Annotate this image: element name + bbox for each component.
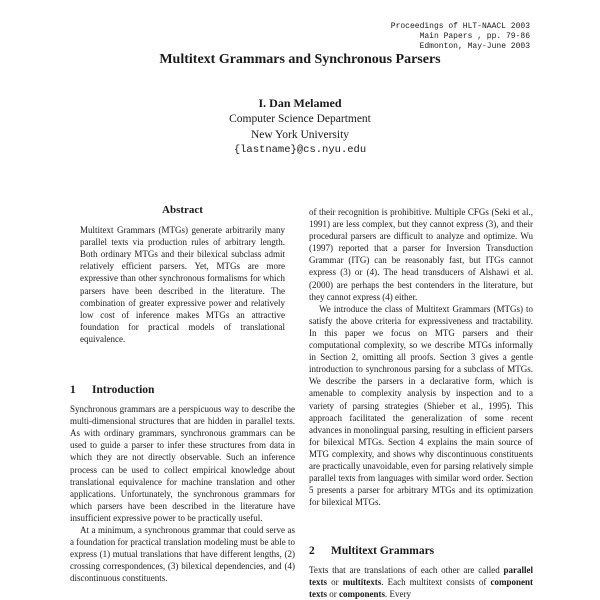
right-column-body [309,206,533,508]
text-span: or [327,577,343,588]
proceedings-line: Proceedings of HLT-NAACL 2003 [390,22,530,31]
term-parallel-texts: parallel texts [309,565,533,588]
section-2-paragraph [309,564,533,600]
abstract-text: Multitext Grammars (MTGs) generate arbitrarily many parallel texts via production rules of arbitrary length. Both ordinary MTGs and their bilexical subclass admit relatively efficient parsers. Yet, MTGs are more expressive than other synchronous formalisms for which parsers have been described in the literature. The combination of greater expressive power and relatively low cost of inference makes MTGs an attractive foundation for practical models of translational equivalence. [80,225,285,344]
author-department: Computer Science Department [229,113,371,125]
text-span: or [327,589,339,600]
location-line: Edmonton, May-June 2003 [419,42,530,51]
section-number: 2 [309,545,315,557]
abstract-heading: Abstract [162,204,203,216]
proceedings-header [380,22,530,52]
section-title: Introduction [92,384,155,396]
section-title: Multitext Grammars [331,545,435,557]
term-multitexts: multitexts [342,577,382,588]
text-span: Texts that are translations of each other are called [309,565,504,576]
author-block [0,95,600,157]
right-paragraph-2: We introduce the class of Multitext Grammars (MTGs) to satisfy the above criteria for expressiveness and tractability. In this paper we focus on MTG parsers and their computational complexity, so we describe MTGs informally in Section 2, omitting all proofs. Section 3 gives a gentle introduction to synchronous parsing for a subclass of MTGs. We describe the parsers in a declarative form, which is amenable to complexity analysis by inspection and to a variety of parsing strategies (Shieber et al., 1995). This approach facilitated the generalization of some recent advances in monolingual parsing, resulting in efficient parsers for bilexical MTGs. Section 4 explains the main source of MTG complexity, and shows why discontinuous constituents are practically unavoidable, even for parsing relatively simple parallel texts from languages with similar word order. Section 5 presents a parser for arbitrary MTGs and its optimization for bilexical MTGs. [309,303,533,508]
introduction-heading [70,384,295,396]
introduction-section [70,384,295,585]
pages-line: Main Papers , pp. 79-86 [419,32,530,41]
section-2-heading [309,545,533,557]
text-span: . Each multitext consists of [381,577,491,588]
right-paragraph-1: of their recognition is prohibitive. Multiple CFGs (Seki et al., 1991) are less complex, but they cannot express (3), and their procedural parsers are difficult to analyze and optimize. Wu (1997) reported that a parser for Inversion Transduction Grammar (ITG) can be reasonably fast, but ITGs cannot express (3) or (4). The head transducers of Alshawi et al. (2000) are perhaps the best contenders in the literature, but they cannot express (4) either. [309,207,533,302]
author-email: {lastname}@cs.nyu.edu [233,144,367,156]
text-span: . Every [385,589,412,600]
section-2 [309,545,533,600]
author-name: I. Dan Melamed [258,96,342,110]
abstract-section [70,204,295,345]
term-components: components [339,589,386,600]
term-component-texts: component texts [309,577,533,600]
intro-paragraph-1: Synchronous grammars are a perspicuous way to describe the multi-dimensional structures that are hidden in parallel texts. As with ordinary grammars, synchronous grammars can be used to guide a parser to infer these structures from data in which they are not directly observable. Such an inference process can be used to collect empirical knowledge about translational equivalence for machine translation and other applications. Unfortunately, the synchronous grammars for which parsers have been described in the literature have insufficient expressive power to be practically useful. [70,404,295,523]
section-number: 1 [70,384,76,396]
intro-paragraph-2: At a minimum, a synchronous grammar that could serve as a foundation for practical translation modeling must be able to express (1) mutual translations that have different lengths, (2) crossing correspondences, (3) bilexical dependencies, and (4) discontinuous constituents. [70,525,295,584]
author-university: New York University [250,129,350,141]
paper-title: Multitext Grammars and Synchronous Parsers [159,52,441,67]
